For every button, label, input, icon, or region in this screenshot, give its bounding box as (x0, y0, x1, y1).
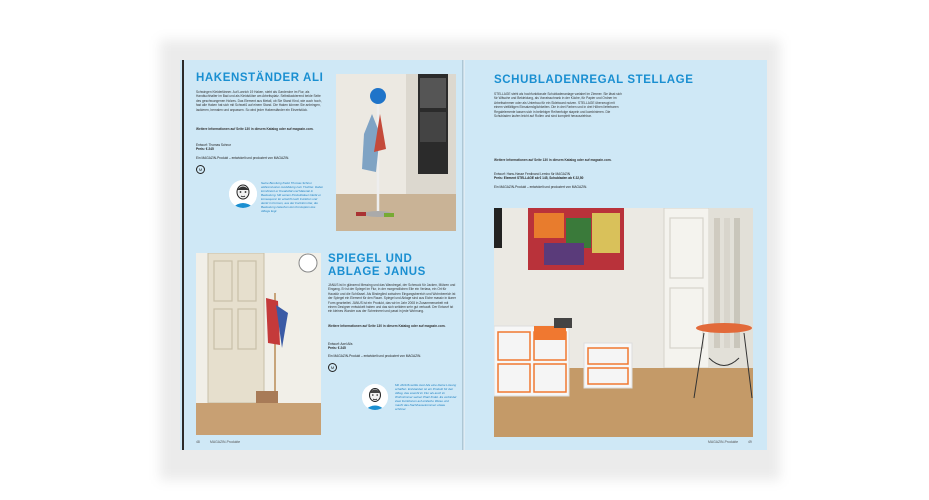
left-page-edge (182, 60, 184, 450)
right-footer-page-number: 49 (748, 440, 752, 444)
left-footer-label: MAGAZIN-Produkte (210, 440, 241, 444)
product1-design: Entwurf: Thomas Schnur (196, 143, 232, 147)
product3-body: STELLAGE steht als hochfunktionale Schubladenanlage variabel im Zimmer. Sie lässt sich für Wäsche und Bekleidung, als Vorratsschrank in der Küche, für Papier und Ordner im Arbeitszimmer oder als Unterbau für ein Sideboard nutzen. STELLAGE überzeugt mit einem vielfältigen Einsatzmöglichkeiten. Die in drei Farben und in drei Höhen lieferbaren Regalelemente lassen sich in beliebiger Reihenfolge stapeln und kombinieren. Die Schubladen laufen leicht auf Rollen und sind komplett herausziehbar. (494, 92, 622, 119)
product2-designer-quote: Mit JANUS wollte Axel Ails eine kleine Lösung schaffen. Entstanden ist ein Produkt für den Alltag, das sowohl im Flur als auch im Wohnzimmer seinen Platz findet. Es verbindet zwei Funktionen auf einfache Weise und macht das Nachhausekommen etwas schöner. (395, 383, 457, 411)
coat-stand-photo (336, 74, 456, 231)
product3-more-info: Weitere Informationen auf Seite 130 in diesem Katalog oder auf magazin.com. (494, 158, 612, 162)
product2-title: SPIEGEL UND ABLAGE JANUS (328, 253, 426, 278)
product1-body: Schwingen Kleiderlänner. Auf Lanrich 19 Haken, steht als Garderobe im Flur, als Handtuchhalter im Bad und als Kleidstütze am Arbeitsplatz. Selbstlackierend beide Seite des geschwungenen Holzes. Das Element aus Metall, ob Sie Stand Kind, wie auch hoch, fast alle Haken hat sich mit Schweiß auf einem Stand. Die Haken können Sie anbringen, lackieren, bemalen und anpassen. So wird jeder Hakenständer ein Einzelstück. (196, 90, 322, 112)
designer-avatar-axel (362, 384, 388, 410)
product1-title: HAKENSTÄNDER ALI (196, 72, 324, 84)
product1-designer-quote: Seine Berufung findet Thomas Schnur während einer Ausbildung zum Tischler. Dabei kombiniert er Kreativität und Material in Bedeutung. Mit seinen Produktideen bleibt er konsequent. Er entwirft nach Funktion und denkt in Formen, aus der Funktion klar, die Bedeutung zwischen den Konzepten des Alltags liegt. (261, 181, 323, 213)
product1-price: Preis: € 245 (196, 147, 214, 151)
designer-avatar-thomas (229, 180, 257, 208)
product1-more-info: Weitere Informationen auf Seite 130 in diesem Katalog oder auf magazin.com. (196, 127, 314, 131)
product2-design: Entwurf: Axel Ails (328, 342, 353, 346)
left-footer-page-number: 48 (196, 440, 200, 444)
drawer-shelf-photo (494, 208, 753, 437)
mirror-shelf-photo (196, 253, 321, 435)
product3-origin: Ein MAGAZIN-Produkt – entwickelt und produziert von MAGAZIN. (494, 185, 588, 189)
product3-price: Preis: Element STELLAGE ab € 145, Schubladen ab € 22,50 (494, 176, 584, 180)
magazin-logo-icon-2: M (328, 363, 337, 372)
product2-origin: Ein MAGAZIN-Produkt – entwickelt und produziert von MAGAZIN. (328, 354, 422, 358)
product1-origin: Ein MAGAZIN-Produkt – entwickelt und produziert von MAGAZIN. (196, 156, 290, 160)
product3-title: SCHUBLADENREGAL STELLAGE (494, 74, 694, 86)
product2-more-info: Weitere Informationen auf Seite 130 in diesem Katalog oder auf magazin.com. (328, 324, 446, 328)
right-footer-label: MAGAZIN-Produkte (708, 440, 739, 444)
product2-price: Preis: € 245 (328, 346, 346, 350)
product3-design: Entwurf: Hans-Hasse Ferdinand Lembo für MAGAZIN (494, 172, 570, 176)
magazin-logo-icon: M (196, 165, 205, 174)
product2-body: JANUS ist in glänzend Messing und das Wandregal, der Schmuck für Jacken, Mützen und Eingang. Er ist der Spiegel im Flur, in der morgendlichen Eile ein Verlass, ein Ort für Haustür und die Schlüssel. Als Bindeglied zwischen Eingangsbereich und Wohnbereich ist der Spiegel ein Element für den Raum. Spiegel und Ablage sind aus Eiche massiv in klarer Form gearbeitet. JANUS ist ein Produkt, das wir im Jahr 2008 in Zusammenarbeit mit einem Designer entwickelt haben und das sich seitdem sehr gut verkauft. Der Entwurf ist ein kleines Wunder aus der Schreinerei und passt in jede Wohnung. (328, 283, 456, 314)
